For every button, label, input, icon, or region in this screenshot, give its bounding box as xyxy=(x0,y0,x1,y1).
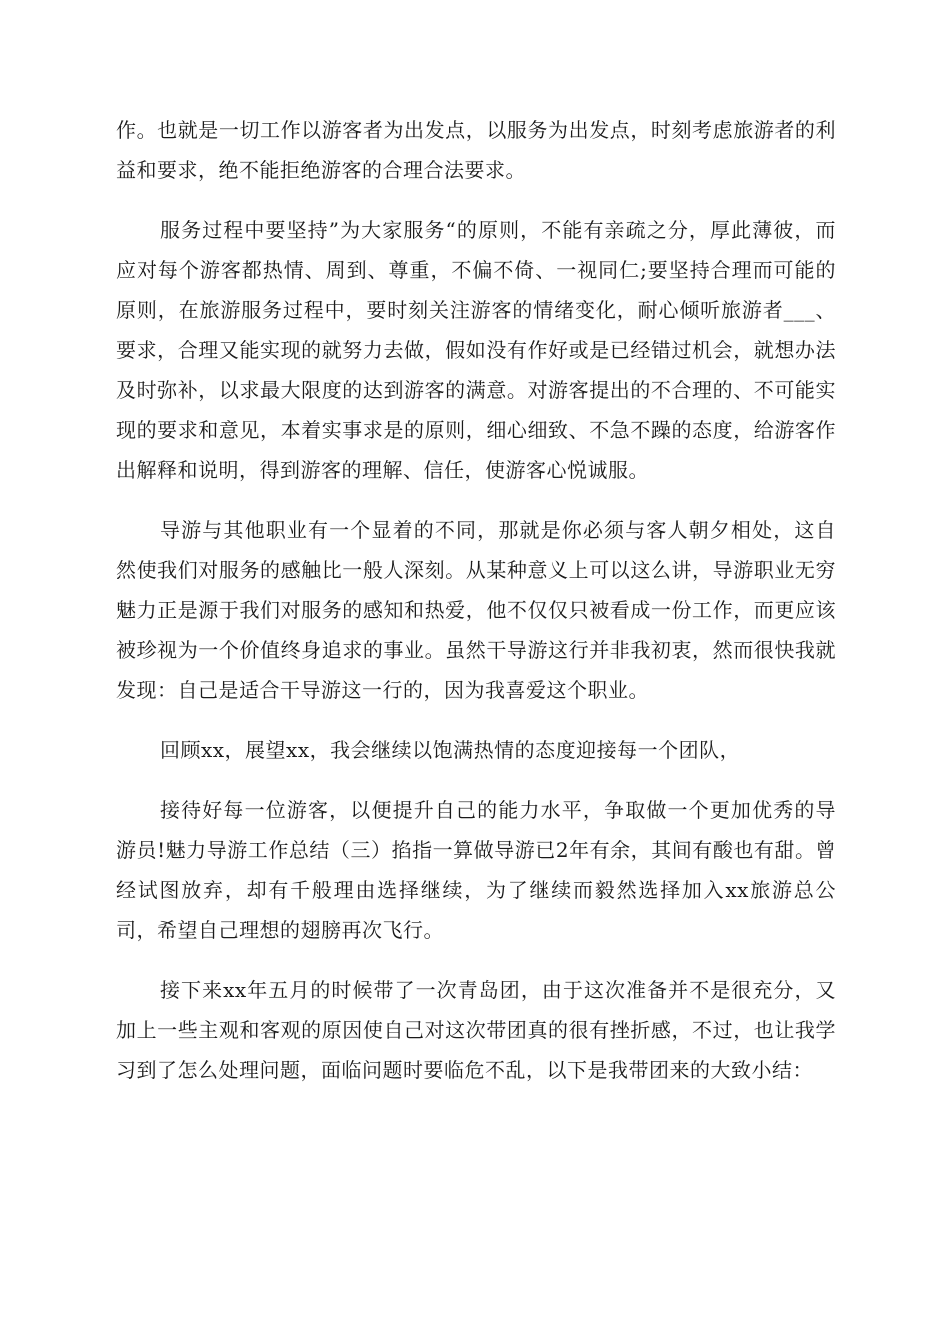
paragraph-4: 回顾xx，展望xx，我会继续以饱满热情的态度迎接每一个团队， xyxy=(160,738,741,762)
paragraph-6: 接下来xx年五月的时候带了一次青岛团，由于这次准备并不是很充分，又加上一些主观和客观的原因使自己对这次带团真的很有挫折感，不过，也让我学习到了怎么处理问题，面临问题时要临危不乱，以下是我带团来的大致小结： xyxy=(116,978,836,1082)
paragraph-3: 导游与其他职业有一个显着的不同，那就是你必须与客人朝夕相处，这自然使我们对服务的感触比一般人深刻。从某种意义上可以这么讲，导游职业无穷魅力正是源于我们对服务的感知和热爱，他不仅仅只被看成一份工作，而更应该被珍视为一个价值终身追求的事业。虽然干导游这行并非我初衷，然而很快我就发现：自己是适合干导游这一行的，因为我喜爱这个职业。 xyxy=(116,518,836,702)
document-body xyxy=(116,110,836,1110)
paragraph-5: 接待好每一位游客，以便提升自己的能力水平，争取做一个更加优秀的导游员!魅力导游工作总结（三）掐指一算做导游已2年有余，其间有酸也有甜。曾经试图放弃，却有千般理由选择继续，为了继续而毅然选择加入xx旅游总公司，希望自己理想的翅膀再次飞行。 xyxy=(116,798,836,942)
paragraph-1: 作。也就是一切工作以游客者为出发点，以服务为出发点，时刻考虑旅游者的利益和要求，绝不能拒绝游客的合理合法要求。 xyxy=(116,118,836,182)
paragraph-2: 服务过程中要坚持”为大家服务“的原则，不能有亲疏之分，厚此薄彼，而应对每个游客都热情、周到、尊重，不偏不倚、一视同仁;要坚持合理而可能的原则，在旅游服务过程中，要时刻关注游客的情绪变化，耐心倾听旅游者___、要求，合理又能实现的就努力去做，假如没有作好或是已经错过机会，就想办法及时弥补，以求最大限度的达到游客的满意。对游客提出的不合理的、不可能实现的要求和意见，本着实事求是的原则，细心细致、不急不躁的态度，给游客作出解释和说明，得到游客的理解、信任，使游客心悦诚服。 xyxy=(116,218,836,482)
